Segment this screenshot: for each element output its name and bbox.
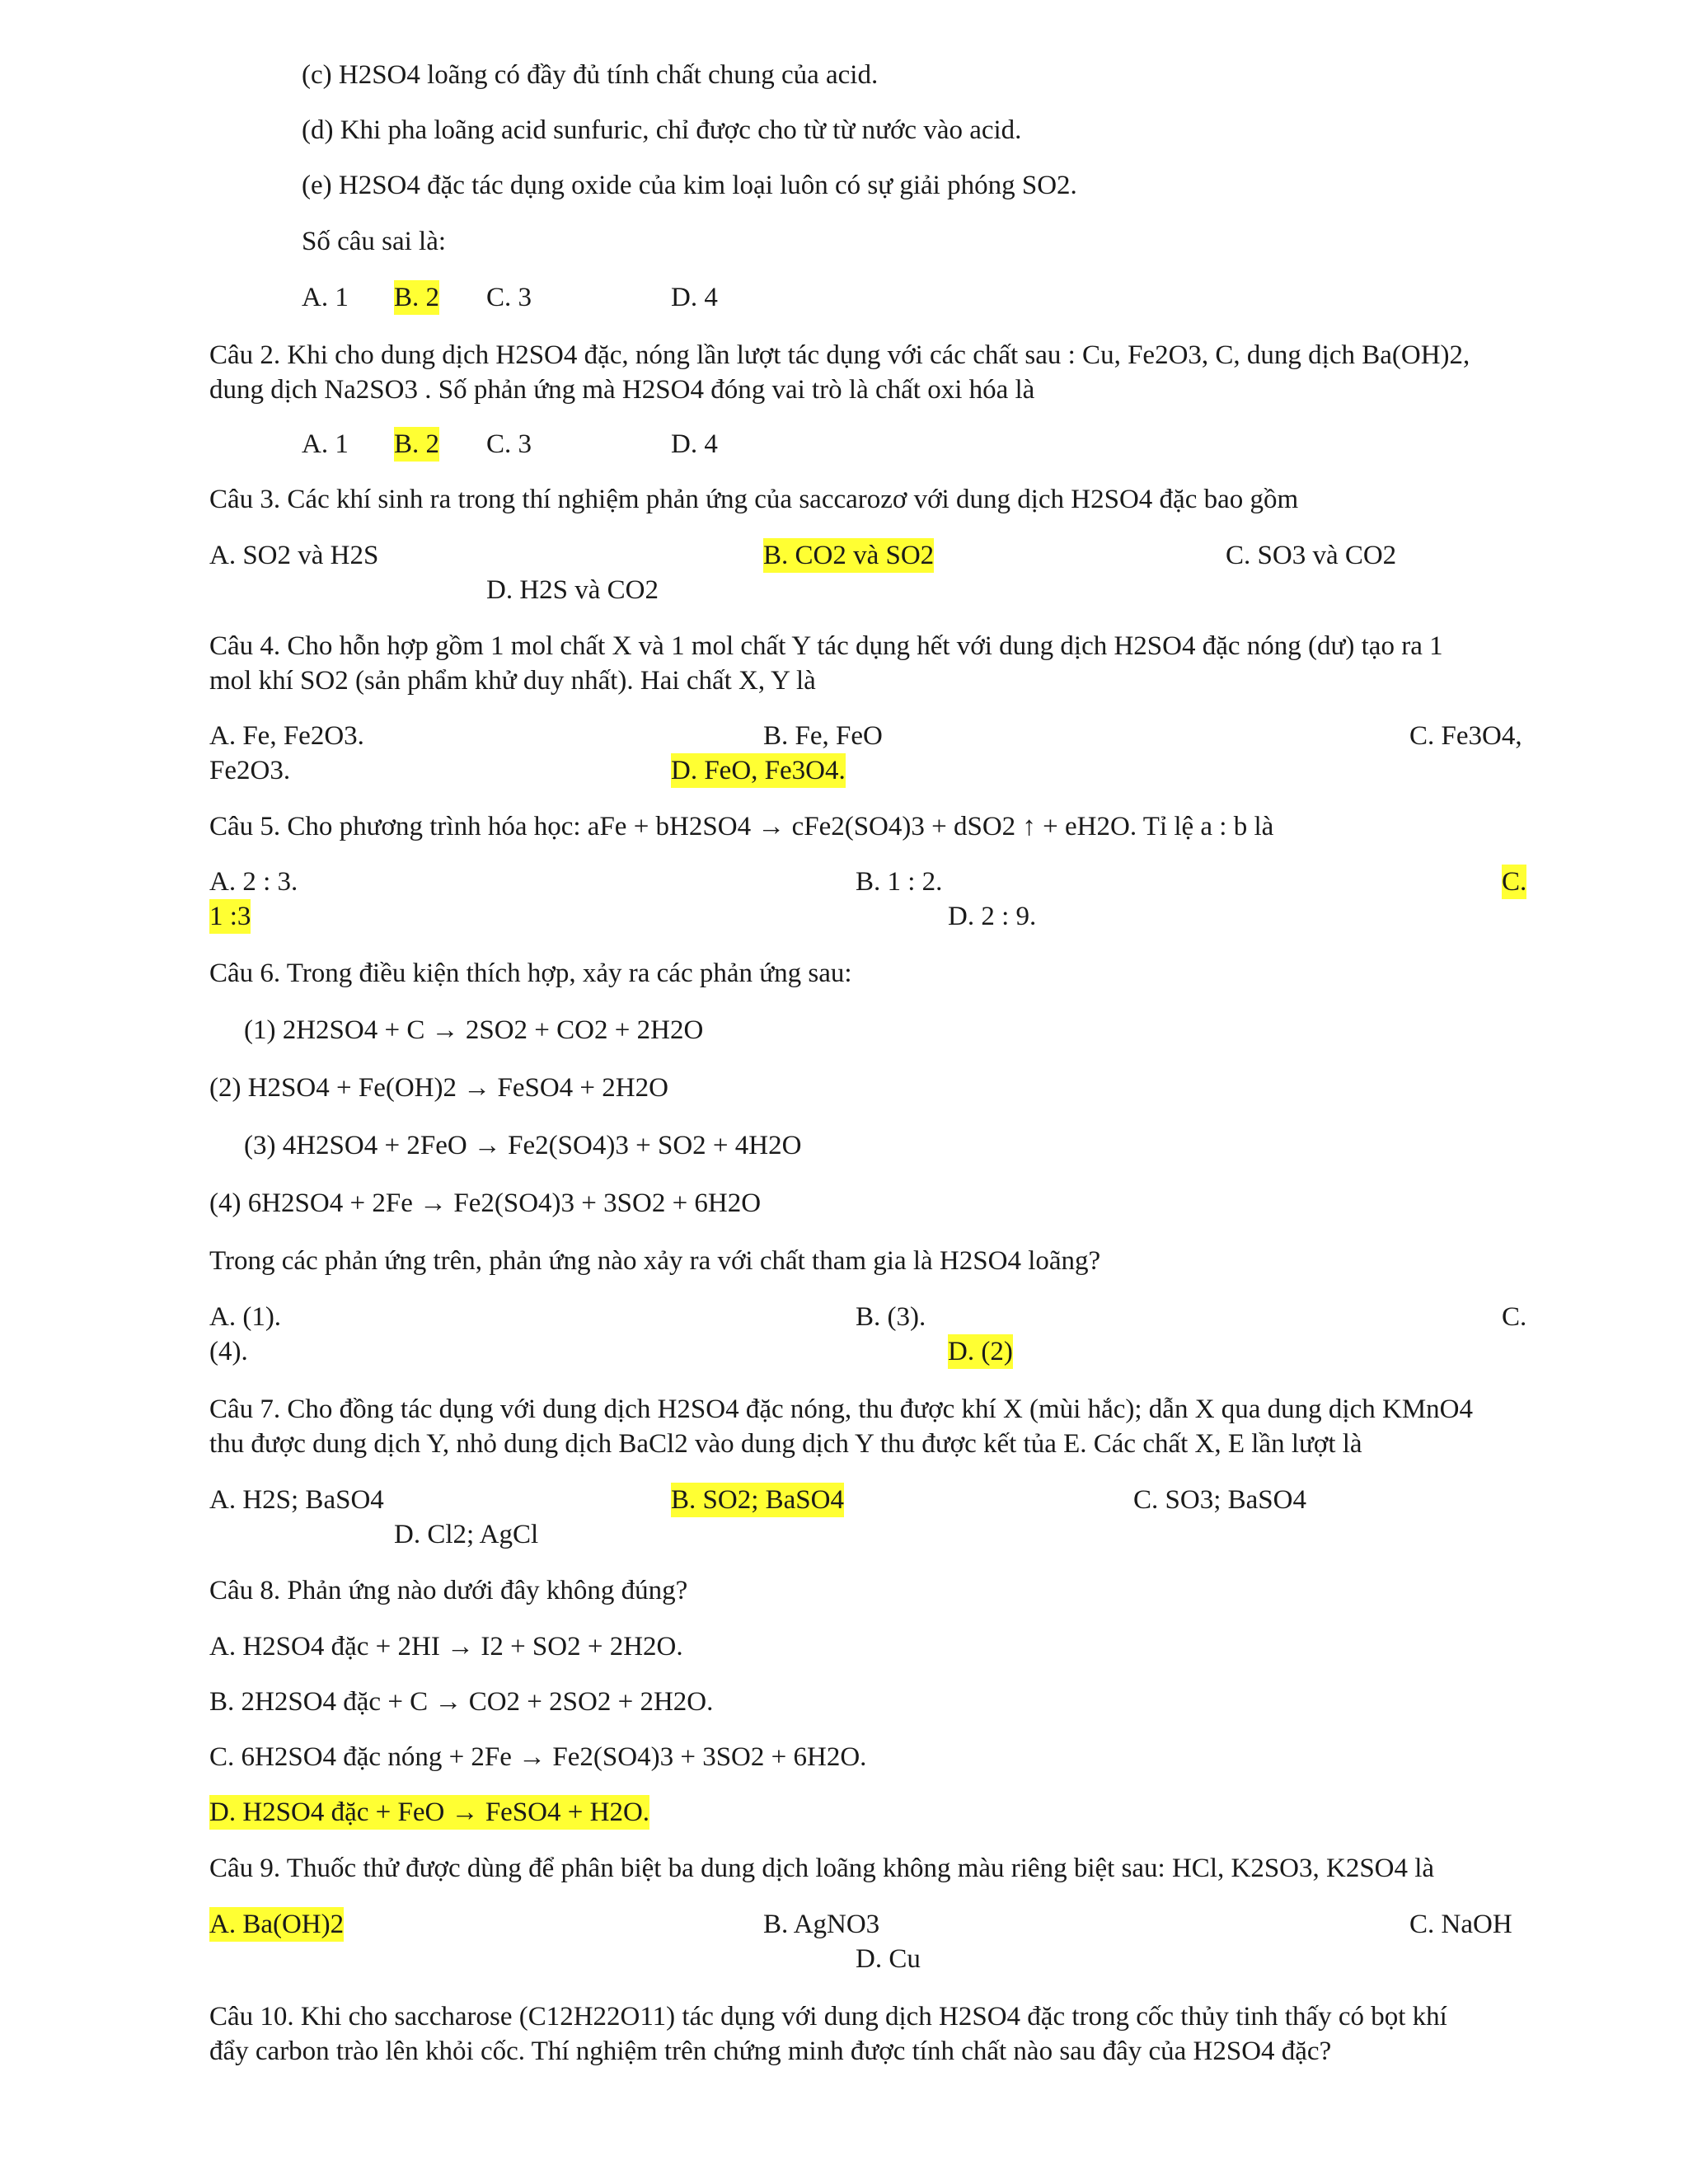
q4-text-line1: Câu 4. Cho hỗn hợp gồm 1 mol chất X và 1 mol chất Y tác dụng hết với dung dịch H2SO4 đặc nóng (dư) tạo ra 1: [209, 631, 1443, 661]
q3-option-a: A. SO2 và H2S: [209, 541, 379, 570]
q2-option-b-answer: B. 2: [394, 427, 439, 462]
q4-option-c: C. Fe3O4,: [1409, 721, 1522, 751]
q6-reaction-4: (4) 6H2SO4 + 2Fe → Fe2(SO4)3 + 3SO2 + 6H2O: [209, 1188, 762, 1218]
q3-text: Câu 3. Các khí sinh ra trong thí nghiệm phản ứng của saccarozơ với dung dịch H2SO4 đặc bao gồm: [209, 485, 1299, 514]
q6-reaction-1: (1) 2H2SO4 + C → 2SO2 + CO2 + 2H2O: [244, 1015, 704, 1045]
q1-statement-d: (d) Khi pha loãng acid sunfuric, chỉ được cho từ từ nước vào acid.: [302, 115, 1022, 145]
q5-text: Câu 5. Cho phương trình hóa học: aFe + bH2SO4 → cFe2(SO4)3 + dSO2 ↑ + eH2O. Tỉ lệ a : b là: [209, 812, 1274, 841]
q6-text: Câu 6. Trong điều kiện thích hợp, xảy ra các phản ứng sau:: [209, 958, 852, 988]
q7-option-b-answer: B. SO2; BaSO4: [671, 1483, 844, 1517]
q9-option-c: C. NaOH: [1409, 1910, 1512, 1939]
q9-option-a-answer: A. Ba(OH)2: [209, 1907, 344, 1942]
q7-option-c: C. SO3; BaSO4: [1133, 1485, 1306, 1515]
q10-text-line2: đẩy carbon trào lên khỏi cốc. Thí nghiệm trên chứng minh được tính chất nào sau đây của H2SO4 đặc?: [209, 2036, 1332, 2066]
q8-text: Câu 8. Phản ứng nào dưới đây không đúng?: [209, 1576, 688, 1605]
q7-option-d: D. Cl2; AgCl: [394, 1520, 539, 1549]
q3-option-c: C. SO3 và CO2: [1226, 541, 1397, 570]
q6-reaction-2: (2) H2SO4 + Fe(OH)2 → FeSO4 + 2H2O: [209, 1073, 668, 1103]
q1-prompt: Số câu sai là:: [302, 227, 447, 256]
q5-option-c-answer-wrap: 1 :3: [209, 899, 251, 934]
q4-option-a: A. Fe, Fe2O3.: [209, 721, 364, 751]
q2-option-a: A. 1: [302, 429, 349, 459]
q6-reaction-3: (3) 4H2SO4 + 2FeO → Fe2(SO4)3 + SO2 + 4H2O: [244, 1131, 802, 1160]
q2-text-line2: dung dịch Na2SO3 . Số phản ứng mà H2SO4 đóng vai trò là chất oxi hóa là: [209, 375, 1035, 405]
q5-option-c-answer: C.: [1502, 865, 1526, 899]
q8-option-b: B. 2H2SO4 đặc + C → CO2 + 2SO2 + 2H2O.: [209, 1687, 714, 1717]
q4-option-c-wrap: Fe2O3.: [209, 756, 291, 785]
q1-option-b-answer: B. 2: [394, 280, 439, 315]
q8-option-c: C. 6H2SO4 đặc nóng + 2Fe → Fe2(SO4)3 + 3SO2 + 6H2O.: [209, 1742, 867, 1772]
q2-option-c: C. 3: [486, 429, 532, 459]
q6-option-d-answer: D. (2): [948, 1334, 1013, 1369]
q8-option-a: A. H2SO4 đặc + 2HI → I2 + SO2 + 2H2O.: [209, 1632, 683, 1661]
q6-option-b: B. (3).: [856, 1302, 926, 1332]
q5-option-d: D. 2 : 9.: [948, 902, 1037, 931]
q1-statement-c: (c) H2SO4 loãng có đầy đủ tính chất chung của acid.: [302, 60, 879, 90]
q5-option-a: A. 2 : 3.: [209, 867, 298, 897]
q3-option-b-answer: B. CO2 và SO2: [763, 538, 934, 573]
q1-option-d: D. 4: [671, 283, 718, 312]
q4-option-b: B. Fe, FeO: [763, 721, 883, 751]
q6-question: Trong các phản ứng trên, phản ứng nào xảy ra với chất tham gia là H2SO4 loãng?: [209, 1246, 1101, 1276]
q2-option-d: D. 4: [671, 429, 718, 459]
q4-text-line2: mol khí SO2 (sản phẩm khử duy nhất). Hai chất X, Y là: [209, 666, 816, 696]
q6-option-a: A. (1).: [209, 1302, 282, 1332]
q4-option-d-answer: D. FeO, Fe3O4.: [671, 753, 846, 788]
q2-text-line1: Câu 2. Khi cho dung dịch H2SO4 đặc, nóng lần lượt tác dụng với các chất sau : Cu, Fe2O3, C, dung dịch Ba(OH)2,: [209, 340, 1470, 370]
q9-option-b: B. AgNO3: [763, 1910, 880, 1939]
q3-option-d: D. H2S và CO2: [486, 575, 659, 605]
q8-option-d-answer: D. H2SO4 đặc + FeO → FeSO4 + H2O.: [209, 1795, 649, 1830]
q6-option-c: C.: [1502, 1302, 1527, 1332]
q1-option-a: A. 1: [302, 283, 349, 312]
q1-option-c: C. 3: [486, 283, 532, 312]
q9-option-d: D. Cu: [856, 1944, 921, 1974]
q9-text: Câu 9. Thuốc thử được dùng để phân biệt ba dung dịch loãng không màu riêng biệt sau: HCl, K2SO3, K2SO4 là: [209, 1854, 1435, 1883]
q7-text-line1: Câu 7. Cho đồng tác dụng với dung dịch H2SO4 đặc nóng, thu được khí X (mùi hắc); dẫn X qua dung dịch KMnO4: [209, 1394, 1474, 1424]
q10-text-line1: Câu 10. Khi cho saccharose (C12H22O11) tác dụng với dung dịch H2SO4 đặc trong cốc thủy tinh thấy có bọt khí: [209, 2002, 1447, 2032]
q1-statement-e: (e) H2SO4 đặc tác dụng oxide của kim loại luôn có sự giải phóng SO2.: [302, 171, 1077, 200]
q6-option-c-wrap: (4).: [209, 1337, 248, 1366]
q5-option-b: B. 1 : 2.: [856, 867, 943, 897]
q7-option-a: A. H2S; BaSO4: [209, 1485, 384, 1515]
q7-text-line2: thu được dung dịch Y, nhỏ dung dịch BaCl2 vào dung dịch Y thu được kết tủa E. Các chất X, E lần lượt là: [209, 1429, 1362, 1459]
